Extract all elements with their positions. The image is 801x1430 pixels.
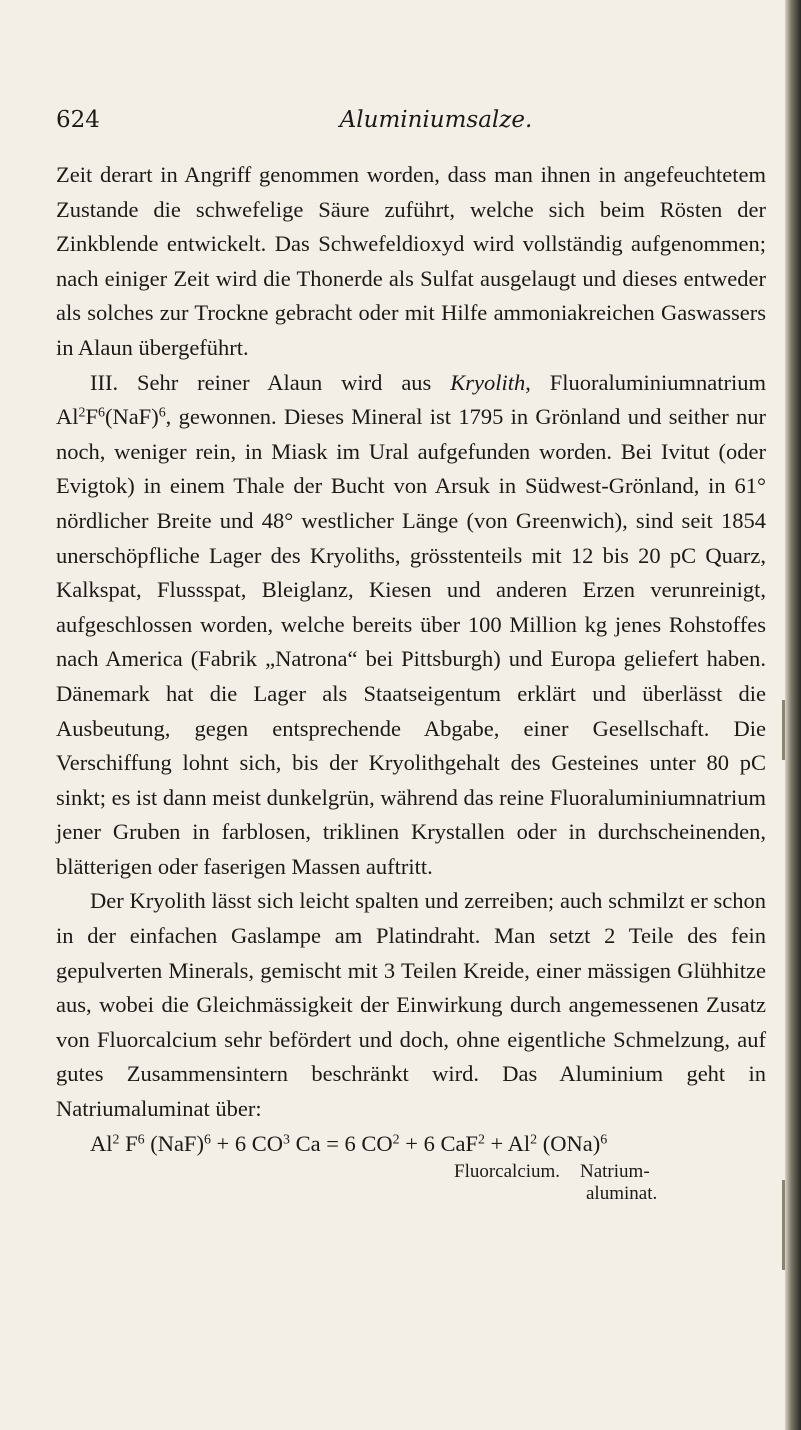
formula-sup: 2 xyxy=(78,405,86,421)
eq-sup: 6 xyxy=(203,1131,211,1147)
eq-term: (ONa) xyxy=(537,1130,601,1156)
eq-term: (NaF) xyxy=(144,1130,204,1156)
kryolith-formula xyxy=(56,404,166,429)
label-fluorcalcium: Fluorcalcium. xyxy=(454,1161,561,1183)
page-header xyxy=(56,104,776,136)
eq-sup: 2 xyxy=(392,1131,400,1147)
eq-sup: 2 xyxy=(477,1131,485,1147)
eq-term: Ca = 6 CO xyxy=(289,1130,393,1156)
paragraph-1: Zeit derart in Angriff genommen worden, dass man ihnen in angefeuchtetem Zustande die schwefelige Säure zuführt, welche sich beim Rösten der Zinkblende entwickelt. Das Schwefeldioxyd wird vollständig aufgenommen; nach einiger Zeit wird die Thonerde als Sulfat ausgelaugt und dieses entweder als solches zur Trockne gebracht oder mit Hilfe ammoniakreichen Gaswassers in Alaun übergeführt. xyxy=(56,162,766,360)
paragraph-2-prefix: III. Sehr reiner Alaun wird aus xyxy=(90,369,451,395)
eq-term: F xyxy=(119,1130,138,1156)
eq-term: + 6 CaF xyxy=(399,1130,478,1156)
book-spine-edge xyxy=(785,0,801,1430)
eq-term: + 6 CO xyxy=(210,1130,283,1156)
formula-al: Al xyxy=(56,404,79,430)
formula-sup: 6 xyxy=(158,405,166,421)
eq-sup: 2 xyxy=(530,1131,538,1147)
paragraph-2 xyxy=(56,366,766,885)
eq-sup: 6 xyxy=(137,1131,145,1147)
paragraph-2-rest: , gewonnen. Dieses Mineral ist 1795 in Grönland und seither nur noch, weniger rein, in Miask im Ural aufgefunden worden. Bei Ivitut (oder Evigtok) in einem Thale der Bucht von Arsuk in Südwest-Grönland, in 61° nördlicher Breite und 48° westlicher Länge (von Greenwich), sind seit 1854 unerschöpfliche Lager des Kryoliths, grösstenteils mit 12 bis 20 pC Quarz, Kalkspat, Flussspat, Bleiglanz, Kiesen und anderen Erzen verunreinigt, aufgeschlossen worden, welche bereits über 100 Million kg jenes Rohstoffes nach America (Fabrik „Natrona“ bei Pittsburgh) und Europa geliefert haben. Dänemark hat die Lager als Staatseigentum erklärt und überlässt die Ausbeutung, gegen entsprechende Abgabe, einer Gesellschaft. Die Verschiffung lohnt sich, bis der Kryolithgehalt des Gesteines unter 80 pC sinkt; es ist dann meist dunkelgrün, während das reine Fluoraluminiumnatrium jener Gruben in farblosen, triklinen Krystallen oder in durchscheinenden, blätterigen oder faserigen Massen auftritt. xyxy=(56,404,766,879)
spine-shadow-mark xyxy=(782,1180,785,1270)
label-natrium-line-2: aluminat. xyxy=(586,1183,658,1205)
label-natrium-line-1: Natrium- xyxy=(580,1161,650,1183)
label-natriumaluminat xyxy=(580,1161,657,1205)
chemical-equation xyxy=(56,1127,766,1162)
eq-term: + Al xyxy=(484,1130,531,1156)
eq-sup: 6 xyxy=(600,1131,608,1147)
equation-labels xyxy=(56,1161,766,1209)
page-number: 624 xyxy=(56,107,100,133)
formula-naf: (NaF) xyxy=(104,404,159,430)
eq-term: Al xyxy=(90,1130,113,1156)
eq-sup: 2 xyxy=(112,1131,120,1147)
eq-sup: 3 xyxy=(282,1131,290,1147)
kryolith-term: Kryolith xyxy=(450,369,526,395)
spine-shadow-mark xyxy=(782,700,785,760)
formula-f: F xyxy=(85,404,98,430)
paragraph-3: Der Kryolith lässt sich leicht spalten und zerreiben; auch schmilzt er schon in der einfachen Gaslampe am Platindraht. Man setzt 2 Teile des fein gepulverten Minerals, gemischt mit 3 Teilen Kreide, einer mässigen Glühhitze aus, wobei die Gleichmässigkeit der Einwirkung durch angemessenen Zusatz von Fluorcalcium sehr befördert und doch, ohne eigentliche Schmelzung, auf gutes Zusammensintern beschränkt wird. Das Aluminium geht in Natriumaluminat über: xyxy=(56,888,766,1122)
formula-sup: 6 xyxy=(97,405,105,421)
running-title: Aluminiumsalze. xyxy=(339,107,533,133)
body-text xyxy=(56,158,766,1209)
paragraph-2-mid: , Fluoraluminiumnatrium xyxy=(525,369,766,395)
